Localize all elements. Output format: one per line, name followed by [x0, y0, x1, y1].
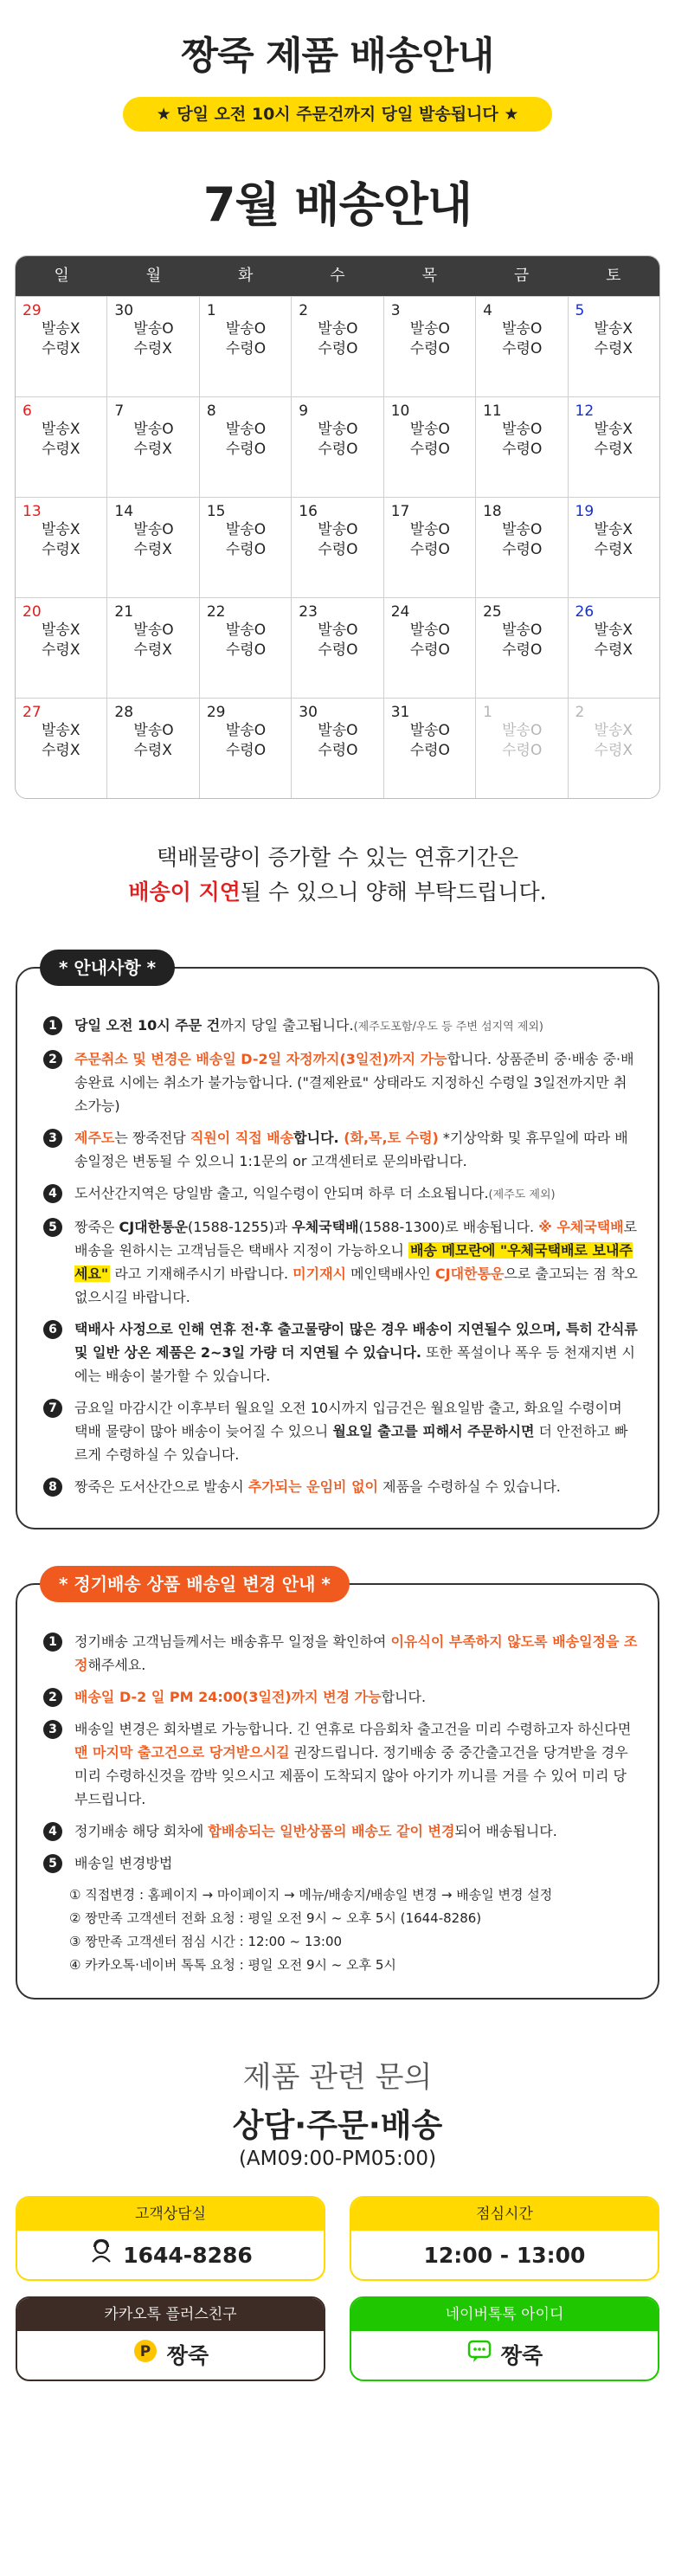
change-method-item: ① 직접변경 : 홈페이지 → 마이페이지 → 메뉴/배송지/배송일 변경 → 배송일 변경 설정: [69, 1887, 553, 1903]
ship-status: 발송O: [225, 421, 267, 438]
calendar-day-cell: [199, 598, 291, 698]
ship-status: 발송O: [409, 421, 450, 438]
day-number: 2: [575, 704, 585, 721]
item-text-part: (제주도포함/우도 등 주변 섬지역 제외): [353, 1021, 544, 1034]
receive-status: 수령O: [409, 742, 450, 759]
calendar-day-cell: [106, 498, 198, 597]
notice-rest: 될 수 있으니 양해 부탁드립니다.: [240, 879, 547, 905]
notice-item: [43, 1215, 639, 1309]
day-number: 23: [299, 603, 318, 621]
card-body: [351, 2331, 658, 2381]
item-text-part: 짱죽은: [74, 1219, 119, 1235]
kakao-icon: [132, 2332, 158, 2381]
change-method-item: ② 짱만족 고객센터 전화 요청 : 평일 오전 9시 ~ 오후 5시 (1644-8286): [69, 1910, 482, 1926]
item-text-part: 정기배송 고객님들께서는 배송휴무 일정을 확인하여: [74, 1633, 391, 1650]
calendar-day-cell: [16, 699, 106, 798]
item-text-part: 합니다.: [381, 1689, 427, 1705]
ship-status: 발송O: [502, 421, 543, 438]
ship-status: 발송X: [42, 320, 80, 338]
day-number: 1: [206, 302, 216, 319]
day-number: 3: [390, 302, 401, 319]
ship-status: 발송O: [318, 621, 358, 639]
notice-line-2: [0, 875, 675, 910]
month-title: 7월 배송안내: [202, 177, 472, 232]
calendar-day-cell: [199, 297, 291, 396]
item-text-part: 제품을 수령하실 수 있습니다.: [377, 1478, 561, 1495]
calendar-day-cell: [291, 598, 382, 698]
item-text-part: 배송일 변경은 회차별로 가능합니다. 긴 연휴로 다음회차 출고건을 미리 수령하고자 하신다면: [74, 1721, 632, 1737]
receive-status: 수령O: [502, 541, 543, 558]
item-text-part: 까지 당일 출고됩니다.: [220, 1017, 354, 1034]
ship-status: 발송O: [409, 621, 450, 639]
card-header: 카카오톡 플러스친구: [17, 2298, 324, 2331]
day-number: 13: [22, 503, 42, 520]
day-number: 10: [390, 402, 410, 420]
calendar-day-cell: [291, 498, 382, 597]
item-number-badge: 2: [43, 1050, 62, 1069]
item-text: [74, 1717, 639, 1811]
day-number: 6: [22, 402, 32, 420]
receive-status: 수령O: [225, 742, 267, 759]
calendar-day-cell: [383, 397, 475, 497]
item-number-badge: 4: [43, 1822, 62, 1841]
item-text: [74, 1317, 639, 1388]
item-text-part: 더 안전하고 빠르게 수령하실 수 있습니다.: [74, 1423, 628, 1463]
info-items: [43, 1014, 639, 1498]
item-text-part: 맨 마지막 출고건으로 당겨받으시길: [74, 1744, 290, 1761]
ship-status: 발송X: [42, 722, 80, 739]
item-text-part: (1588-1300)로 배송됩니다.: [358, 1219, 539, 1235]
calendar-day-cell: [16, 498, 106, 597]
ship-status: 발송O: [133, 722, 174, 739]
calendar-day-cell: [475, 598, 567, 698]
day-number: 2: [299, 302, 309, 319]
item-text-part: CJ대한통운: [434, 1265, 505, 1282]
day-number: 25: [483, 603, 502, 621]
customer-center-card[interactable]: [16, 2196, 325, 2281]
ship-status: 발송O: [409, 320, 450, 338]
item-text-part: 도서산간지역은 당일밤 출고, 익일수령이 안되며 하루 더 소요됩니다.: [74, 1185, 489, 1201]
receive-status: 수령O: [225, 441, 267, 458]
calendar-day-cell: [199, 699, 291, 798]
calendar-body: [16, 296, 659, 798]
day-number: 30: [299, 704, 318, 721]
day-number: 14: [114, 503, 134, 520]
item-number-badge: 2: [43, 1688, 62, 1707]
kakao-channel-card[interactable]: [16, 2296, 325, 2381]
calendar-day-cell: [568, 397, 659, 497]
notice-item: [43, 1717, 639, 1811]
notice-line-1: 택배물량이 증가할 수 있는 연휴기간은: [156, 845, 519, 870]
item-number-badge: 8: [43, 1478, 62, 1497]
receive-status: 수령O: [225, 541, 267, 558]
receive-status: 수령X: [42, 441, 80, 458]
day-number: 16: [299, 503, 318, 520]
day-number: 19: [575, 503, 595, 520]
item-text-part: 합배송되는 일반상품의 배송도 같이 변경: [208, 1823, 455, 1839]
item-text-part: 메인택배사인: [345, 1265, 435, 1282]
receive-status: 수령O: [318, 641, 358, 659]
weekday-label: 화: [238, 267, 254, 285]
contact-title: 제품 관련 문의: [242, 2060, 433, 2095]
receive-status: 수령X: [42, 641, 80, 659]
receive-status: 수령O: [502, 641, 543, 659]
item-number-badge: 4: [43, 1184, 62, 1203]
receive-status: 수령O: [409, 541, 450, 558]
receive-status: 수령O: [502, 742, 543, 759]
day-number: 30: [114, 302, 134, 319]
naver-talk-card[interactable]: [350, 2296, 659, 2381]
weekday-label: 목: [421, 267, 437, 285]
info-box-tag: * 안내사항 *: [40, 950, 175, 986]
lunch-time-value: 12:00 - 13:00: [423, 2243, 586, 2268]
item-number-badge: 5: [43, 1854, 62, 1873]
weekday-label: 수: [330, 267, 345, 285]
calendar-day-cell: [199, 397, 291, 497]
notice-item: [43, 1630, 639, 1677]
day-number: 20: [22, 603, 42, 621]
talk-icon: [466, 2332, 492, 2381]
item-text: [74, 1630, 639, 1677]
day-number: 31: [390, 704, 410, 721]
item-text-part: 짱죽은 도서산간으로 발송시: [74, 1478, 248, 1495]
card-header: 네이버톡톡 아이디: [351, 2298, 658, 2331]
item-text: [74, 1475, 639, 1498]
receive-status: 수령O: [318, 340, 358, 357]
item-text-part: CJ대한통운: [119, 1219, 188, 1235]
item-text-part: 는 짱죽전담: [114, 1130, 190, 1146]
calendar-day-cell: [16, 397, 106, 497]
calendar-day-cell: [568, 699, 659, 798]
receive-status: 수령O: [502, 441, 543, 458]
receive-status: 수령O: [225, 641, 267, 659]
item-text-part: 합니다.: [293, 1130, 344, 1146]
headset-icon: [88, 2231, 114, 2281]
receive-status: 수령X: [133, 541, 172, 558]
item-text-part: 또한 폭설이나 폭우 등 천재지변 시에는 배송이 불가할 수 있습니다.: [74, 1344, 635, 1384]
day-number: 21: [114, 603, 134, 621]
notice-item: [43, 1317, 639, 1388]
same-day-ship-banner: ★ 당일 오전 10시 주문건까지 당일 발송됩니다 ★: [123, 97, 552, 132]
calendar-day-cell: [475, 498, 567, 597]
receive-status: 수령O: [502, 340, 543, 357]
item-number-badge: 7: [43, 1399, 62, 1418]
item-text-part: 해주세요.: [87, 1657, 146, 1673]
notice-item: [43, 1852, 639, 1875]
ship-status: 발송O: [409, 722, 450, 739]
day-number: 12: [575, 402, 595, 420]
item-text: [74, 1047, 639, 1117]
calendar-day-cell: [383, 598, 475, 698]
item-text-part: 권장드립니다. 정기배송 중 중간출고건을 당겨받을 경우 미리 수령하신것을 깜박 잊으시고 제품이 도착되지 않아 아기가 끼니를 거를 수 있어 미리 당부드립니다.: [74, 1744, 628, 1807]
card-body: [17, 2331, 324, 2381]
item-text-part: 월요일 출고를 피해서 주문하시면: [332, 1423, 535, 1439]
calendar-day-cell: [568, 498, 659, 597]
ship-status: 발송O: [502, 521, 543, 538]
calendar-day-cell: [16, 598, 106, 698]
item-number-badge: 1: [43, 1016, 62, 1035]
calendar-weekday-header: [16, 256, 659, 296]
receive-status: 수령X: [133, 441, 172, 458]
contact-cards: [16, 2196, 659, 2397]
card-body: [17, 2231, 324, 2281]
ship-status: 발송O: [502, 722, 543, 739]
ship-status: 발송O: [133, 421, 174, 438]
item-number-badge: 3: [43, 1129, 62, 1148]
change-method-item: ③ 짱만족 고객센터 점심 시간 : 12:00 ~ 13:00: [69, 1934, 343, 1949]
item-text-part: 추가되는 운임비 없이: [248, 1478, 378, 1495]
ship-status: 발송O: [133, 521, 174, 538]
receive-status: 수령X: [42, 742, 80, 759]
notice-item: [43, 1126, 639, 1173]
item-text-part: (화,목,토 수령): [344, 1130, 439, 1146]
item-text-part: 정기배송 해당 회차에: [74, 1823, 209, 1839]
notice-item: [43, 1396, 639, 1466]
calendar-day-cell: [568, 598, 659, 698]
calendar-day-cell: [291, 699, 382, 798]
calendar-day-cell: [568, 297, 659, 396]
receive-status: 수령O: [409, 340, 450, 357]
notice-item: [43, 1475, 639, 1498]
item-text-part: 로 배송을 원하시는 고객님들은 택배사 지정이 가능하오니: [74, 1219, 638, 1259]
day-number: 26: [575, 603, 595, 621]
item-text-part: 미기재시: [292, 1265, 346, 1282]
ship-status: 발송O: [225, 521, 267, 538]
receive-status: 수령X: [133, 641, 172, 659]
item-text-part: (1588-1255)과: [188, 1219, 292, 1235]
calendar-day-cell: [106, 699, 198, 798]
holiday-delay-notice: [0, 840, 675, 910]
calendar-week-row: [16, 597, 659, 698]
item-text: [74, 1819, 639, 1843]
day-number: 29: [22, 302, 42, 319]
item-text-part: 금요일 마감시간 이후부터 월요일 오전 10시까지 입금건은 월요일밤 출고, 화요일 수령이며 택배 물량이 많아 배송이 늦어질 수 있으니: [74, 1400, 622, 1439]
item-text: [74, 1126, 639, 1173]
item-text-part: 택배사 사정으로 인해 연휴 전·후 출고물량이 많은 경우 배송이 지연될수 있으며, 특히 간식류 및 일반 상온 제품은 2~3일 가량 더 지연될 수 있습니다.: [74, 1321, 638, 1361]
notice-item: [43, 1685, 639, 1709]
page-title: 짱죽 제품 배송안내: [181, 34, 494, 78]
day-number: 15: [206, 503, 226, 520]
contact-hours: (AM09:00-PM05:00): [238, 2148, 437, 2170]
item-text-part: 이유식이 부족하지 않도록 배송일정을 조정: [74, 1633, 638, 1673]
item-number-badge: 5: [43, 1218, 62, 1237]
calendar-day-cell: [383, 498, 475, 597]
item-text-part: ※ 우체국택배: [538, 1219, 624, 1235]
ship-status: 발송X: [594, 621, 633, 639]
ship-status: 발송O: [225, 320, 267, 338]
ship-status: 발송O: [133, 621, 174, 639]
item-text: [74, 1215, 639, 1309]
ship-status: 발송O: [225, 621, 267, 639]
weekday-label: 일: [54, 267, 69, 285]
day-number: 8: [206, 402, 216, 420]
item-text-part: 주문취소 및 변경은 배송일 D-2일 자정까지(3일전)까지 가능: [74, 1051, 447, 1067]
day-number: 27: [22, 704, 42, 721]
receive-status: 수령O: [409, 641, 450, 659]
calendar-day-cell: [475, 297, 567, 396]
weekday-label: 토: [606, 267, 621, 285]
calendar-week-row: [16, 497, 659, 597]
day-number: 28: [114, 704, 134, 721]
calendar-day-cell: [475, 699, 567, 798]
ship-status: 발송O: [409, 521, 450, 538]
item-number-badge: 6: [43, 1320, 62, 1339]
ship-status: 발송X: [594, 722, 633, 739]
day-number: 4: [483, 302, 492, 319]
day-number: 24: [390, 603, 410, 621]
item-text-part: 배송일 D-2 일 PM 24:00(3일전)까지 변경 가능: [74, 1689, 382, 1705]
ship-status: 발송X: [42, 421, 80, 438]
ship-status: 발송O: [502, 621, 543, 639]
notice-item: [43, 1819, 639, 1843]
receive-status: 수령X: [594, 541, 633, 558]
item-text-part: 배송일 변경방법: [74, 1855, 173, 1871]
card-header: 고객상담실: [17, 2198, 324, 2231]
regular-box-tag: * 정기배송 상품 배송일 변경 안내 *: [40, 1566, 350, 1602]
day-number: 22: [206, 603, 226, 621]
day-number: 1: [483, 704, 492, 721]
day-number: 18: [483, 503, 502, 520]
day-number: 29: [206, 704, 226, 721]
item-text-part: 당일 오전 10시 주문 건: [74, 1017, 221, 1034]
receive-status: 수령X: [133, 742, 172, 759]
calendar-day-cell: [291, 297, 382, 396]
naver-id: 짱죽: [500, 2343, 543, 2368]
receive-status: 수령O: [318, 541, 358, 558]
receive-status: 수령O: [318, 742, 358, 759]
ship-status: 발송O: [318, 722, 358, 739]
receive-status: 수령O: [409, 441, 450, 458]
receive-status: 수령X: [42, 340, 80, 357]
day-number: 7: [114, 402, 125, 420]
calendar-day-cell: [106, 598, 198, 698]
weekday-label: 월: [145, 267, 162, 285]
ship-status: 발송X: [42, 621, 80, 639]
day-number: 11: [483, 402, 502, 420]
ship-status: 발송O: [318, 521, 358, 538]
ship-status: 발송X: [594, 320, 633, 338]
item-text: [74, 1014, 639, 1039]
receive-status: 수령X: [42, 541, 80, 558]
svg-text:P: P: [139, 2343, 151, 2360]
calendar-day-cell: [16, 297, 106, 396]
regular-items: [43, 1630, 639, 1875]
delivery-calendar: [15, 255, 660, 799]
calendar-day-cell: [199, 498, 291, 597]
ship-status: 발송O: [225, 722, 267, 739]
day-number: 17: [390, 503, 410, 520]
contact-subtitle: 상담·주문·배송: [232, 2107, 443, 2144]
item-number-badge: 3: [43, 1720, 62, 1739]
item-text: [74, 1182, 639, 1207]
kakao-id: 짱죽: [166, 2343, 209, 2368]
item-text-part: *기상악화 및 휴무일에 따라 배송일정은 변동될 수 있으니 1:1문의 or 고객센터로 문의바랍니다.: [74, 1130, 628, 1169]
item-number-badge: 1: [43, 1633, 62, 1652]
calendar-week-row: [16, 396, 659, 497]
receive-status: 수령X: [594, 742, 633, 759]
item-text-part: 으로 출고되는 점 착오없으시길 바랍니다.: [74, 1265, 638, 1305]
change-methods: [43, 1884, 639, 1977]
receive-status: 수령X: [594, 340, 633, 357]
change-method-item: ④ 카카오톡·네이버 톡톡 요청 : 평일 오전 9시 ~ 오후 5시: [69, 1957, 396, 1973]
lunch-time-card: [350, 2196, 659, 2281]
item-text-part: 제주도: [74, 1130, 115, 1146]
receive-status: 수령X: [594, 441, 633, 458]
calendar-day-cell: [291, 397, 382, 497]
phone-number: 1644-8286: [123, 2243, 253, 2268]
day-number: 9: [299, 402, 309, 420]
ship-status: 발송X: [594, 521, 633, 538]
day-number: 5: [575, 302, 585, 319]
ship-status: 발송O: [318, 320, 358, 338]
calendar-day-cell: [106, 297, 198, 396]
item-text: [74, 1685, 639, 1709]
item-text-part: (제주도 제외): [488, 1188, 556, 1201]
item-text-part: 배송 메모란에 "우체국택배로 보내주세요": [74, 1242, 633, 1282]
ship-status: 발송X: [594, 421, 633, 438]
receive-status: 수령O: [318, 441, 358, 458]
item-text: [74, 1396, 639, 1466]
receive-status: 수령X: [133, 340, 172, 357]
ship-status: 발송O: [318, 421, 358, 438]
calendar-day-cell: [106, 397, 198, 497]
item-text-part: 되어 배송됩니다.: [454, 1823, 557, 1839]
ship-status: 발송O: [133, 320, 174, 338]
item-text-part: 우체국택배: [292, 1219, 359, 1235]
weekday-label: 금: [513, 267, 530, 285]
notice-item: [43, 1047, 639, 1117]
calendar-day-cell: [383, 699, 475, 798]
item-text-part: 라고 기재해주시기 바랍니다.: [110, 1265, 293, 1282]
receive-status: 수령X: [594, 641, 633, 659]
calendar-day-cell: [383, 297, 475, 396]
notice-highlight: 배송이 지연: [128, 879, 241, 905]
notice-item: [43, 1182, 639, 1207]
calendar-week-row: [16, 698, 659, 798]
calendar-week-row: [16, 296, 659, 396]
ship-status: 발송X: [42, 521, 80, 538]
item-text-part: 합니다. 상품준비 중·배송 중·배송완료 시에는 취소가 불가능합니다. ("결제완료" 상태라도 지정하신 수령일 3일전까지만 취소가능): [74, 1051, 634, 1114]
calendar-day-cell: [475, 397, 567, 497]
item-text: [74, 1852, 639, 1875]
ship-status: 발송O: [502, 320, 543, 338]
item-text-part: 직원이 직접 배송: [190, 1130, 294, 1146]
notice-item: [43, 1014, 639, 1039]
card-header: 점심시간: [351, 2198, 658, 2231]
info-box: [16, 957, 659, 1530]
receive-status: 수령O: [225, 340, 267, 357]
regular-delivery-box: [16, 1574, 659, 2000]
